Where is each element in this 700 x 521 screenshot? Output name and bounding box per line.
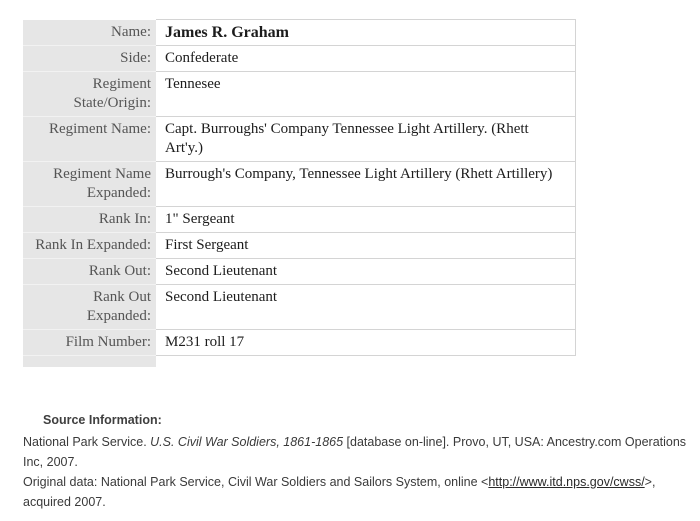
regiment-state-value: Tennesee <box>156 72 576 117</box>
soldier-record-table <box>23 19 576 367</box>
record-row-regiment-state <box>23 72 576 117</box>
value-column-footer-cell <box>156 356 576 368</box>
rank-in-expanded-value: First Sergeant <box>156 233 576 259</box>
record-row-rank-in <box>23 207 576 233</box>
regiment-name-value: Capt. Burroughs' Company Tennessee Light Artillery. (Rhett Art'y.) <box>156 117 576 162</box>
film-number-value: M231 roll 17 <box>156 330 576 356</box>
name-value: James R. Graham <box>156 20 576 46</box>
source-information <box>23 410 693 512</box>
record-row-regiment-name-expanded <box>23 162 576 207</box>
source-citation <box>23 432 693 472</box>
record-row-rank-in-expanded <box>23 233 576 259</box>
side-label: Side: <box>23 46 156 72</box>
regiment-name-expanded-value: Burrough's Company, Tennessee Light Artillery (Rhett Artillery) <box>156 162 576 207</box>
original-data-suffix: >, acquired 2007. <box>23 475 656 509</box>
record-row-rank-out-expanded <box>23 285 576 330</box>
rank-out-label: Rank Out: <box>23 259 156 285</box>
regiment-name-expanded-label: Regiment Name Expanded: <box>23 162 156 207</box>
rank-in-value: 1" Sergeant <box>156 207 576 233</box>
rank-out-value: Second Lieutenant <box>156 259 576 285</box>
record-row-regiment-name <box>23 117 576 162</box>
regiment-state-label: Regiment State/Origin: <box>23 72 156 117</box>
rank-out-expanded-label: Rank Out Expanded: <box>23 285 156 330</box>
rank-out-expanded-value: Second Lieutenant <box>156 285 576 330</box>
citation-suffix: [database on-line]. Provo, UT, USA: Ancestry.com Operations Inc, 2007. <box>23 435 687 469</box>
citation-prefix: National Park Service. <box>23 435 151 449</box>
name-label: Name: <box>23 20 156 46</box>
citation-title: U.S. Civil War Soldiers, 1861-1865 <box>150 435 344 449</box>
original-data-prefix: Original data: National Park Service, Civil War Soldiers and Sailors System, online < <box>23 475 489 489</box>
rank-in-expanded-label: Rank In Expanded: <box>23 233 156 259</box>
record-row-side <box>23 46 576 72</box>
source-heading: Source Information: <box>43 413 162 427</box>
record-row-name <box>23 20 576 46</box>
source-original-data <box>23 472 693 512</box>
regiment-name-label: Regiment Name: <box>23 117 156 162</box>
record-row-rank-out <box>23 259 576 285</box>
side-value: Confederate <box>156 46 576 72</box>
record-row-film-number <box>23 330 576 356</box>
label-column-footer <box>23 356 576 368</box>
label-column-footer-cell <box>23 356 156 368</box>
rank-in-label: Rank In: <box>23 207 156 233</box>
film-number-label: Film Number: <box>23 330 156 356</box>
cwss-link[interactable]: http://www.itd.nps.gov/cwss/ <box>488 475 645 489</box>
